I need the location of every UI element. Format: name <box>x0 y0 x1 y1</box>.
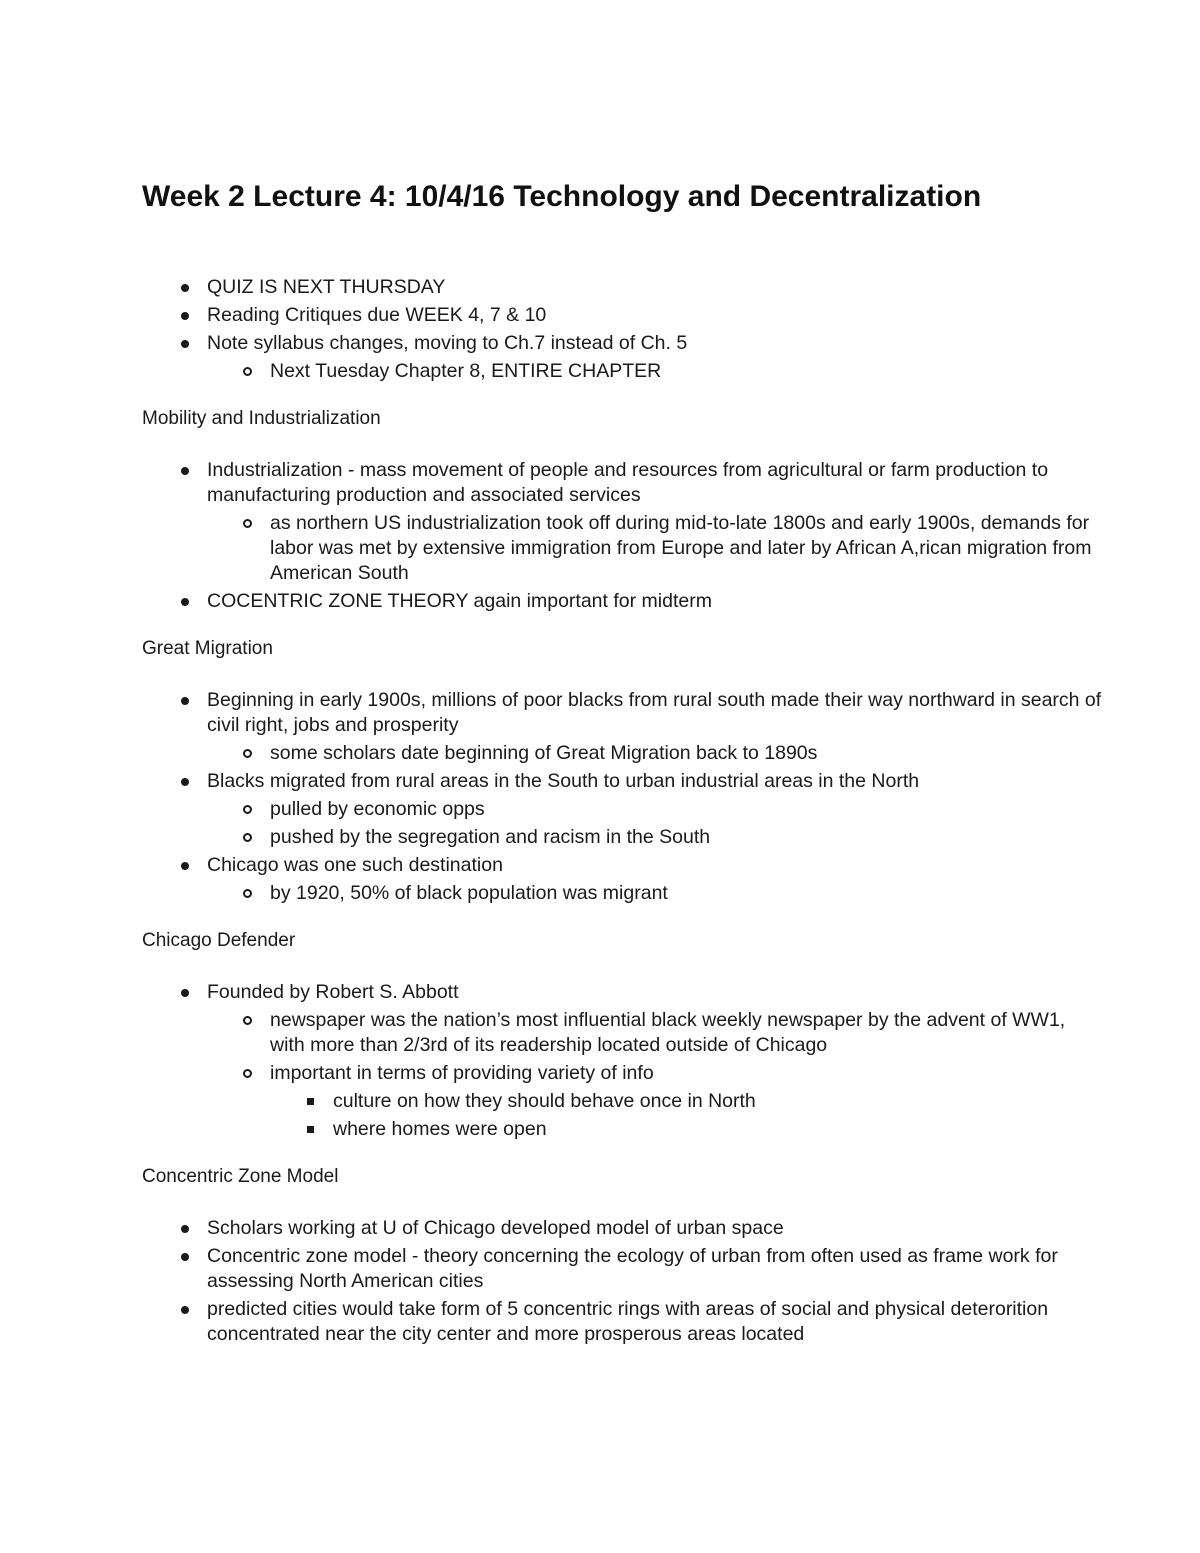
list-item: Scholars working at U of Chicago developed model of urban space <box>142 1216 1102 1241</box>
hollow-bullet-icon <box>243 889 252 898</box>
bullet-icon <box>181 778 189 786</box>
section-heading: Chicago Defender <box>142 930 296 951</box>
bullet-icon <box>181 1253 189 1261</box>
list-item: predicted cities would take form of 5 concentric rings with areas of social and physical deterorition concentrated near the city center and more prosperous areas located <box>142 1297 1102 1347</box>
list-item: newspaper was the nation’s most influential black weekly newspaper by the advent of WW1, with more than 2/3rd of its readership located outside of Chicago <box>142 1008 1102 1058</box>
list-item: where homes were open <box>142 1117 1102 1142</box>
square-bullet-icon <box>307 1126 314 1133</box>
section-heading: Great Migration <box>142 638 273 659</box>
document-page <box>142 178 1102 1347</box>
list-item: culture on how they should behave once in North <box>142 1089 1102 1114</box>
hollow-bullet-icon <box>243 749 252 758</box>
hollow-bullet-icon <box>243 1016 252 1025</box>
section-list <box>142 980 1102 1142</box>
section-heading: Mobility and Industrialization <box>142 408 381 429</box>
bullet-icon <box>181 862 189 870</box>
list-item: by 1920, 50% of black population was migrant <box>142 881 1102 906</box>
hollow-bullet-icon <box>243 805 252 814</box>
list-item: Industrialization - mass movement of people and resources from agricultural or farm production to manufacturing production and associated services <box>142 458 1102 508</box>
list-item: Concentric zone model - theory concerning the ecology of urban from often used as frame work for assessing North American cities <box>142 1244 1102 1294</box>
bullet-icon <box>181 1306 189 1314</box>
bullet-icon <box>181 284 189 292</box>
square-bullet-icon <box>307 1098 314 1105</box>
section-list <box>142 1216 1102 1347</box>
bullet-icon <box>181 467 189 475</box>
section-list <box>142 458 1102 614</box>
bullet-icon <box>181 1225 189 1233</box>
page-title: Week 2 Lecture 4: 10/4/16 Technology and Decentralization <box>142 180 982 213</box>
list-item: QUIZ IS NEXT THURSDAY <box>142 275 1102 300</box>
list-item: Note syllabus changes, moving to Ch.7 instead of Ch. 5 <box>142 331 1102 356</box>
section-heading: Concentric Zone Model <box>142 1166 339 1187</box>
section-list <box>142 688 1102 906</box>
list-item: Next Tuesday Chapter 8, ENTIRE CHAPTER <box>142 359 1102 384</box>
hollow-bullet-icon <box>243 519 252 528</box>
list-item: Reading Critiques due WEEK 4, 7 & 10 <box>142 303 1102 328</box>
intro-list <box>142 275 1102 384</box>
list-item: pushed by the segregation and racism in the South <box>142 825 1102 850</box>
list-item: as northern US industrialization took off during mid-to-late 1800s and early 1900s, demands for labor was met by extensive immigration from Europe and later by African A,rican migration from American South <box>142 511 1102 586</box>
bullet-icon <box>181 598 189 606</box>
list-item: Founded by Robert S. Abbott <box>142 980 1102 1005</box>
bullet-icon <box>181 340 189 348</box>
list-item: pulled by economic opps <box>142 797 1102 822</box>
list-item: Blacks migrated from rural areas in the South to urban industrial areas in the North <box>142 769 1102 794</box>
bullet-icon <box>181 697 189 705</box>
bullet-icon <box>181 989 189 997</box>
hollow-bullet-icon <box>243 367 252 376</box>
hollow-bullet-icon <box>243 1069 252 1078</box>
list-item: Beginning in early 1900s, millions of poor blacks from rural south made their way northward in search of civil right, jobs and prosperity <box>142 688 1102 738</box>
bullet-icon <box>181 312 189 320</box>
list-item: some scholars date beginning of Great Migration back to 1890s <box>142 741 1102 766</box>
list-item: Chicago was one such destination <box>142 853 1102 878</box>
list-item: important in terms of providing variety of info <box>142 1061 1102 1086</box>
hollow-bullet-icon <box>243 833 252 842</box>
list-item: COCENTRIC ZONE THEORY again important for midterm <box>142 589 1102 614</box>
